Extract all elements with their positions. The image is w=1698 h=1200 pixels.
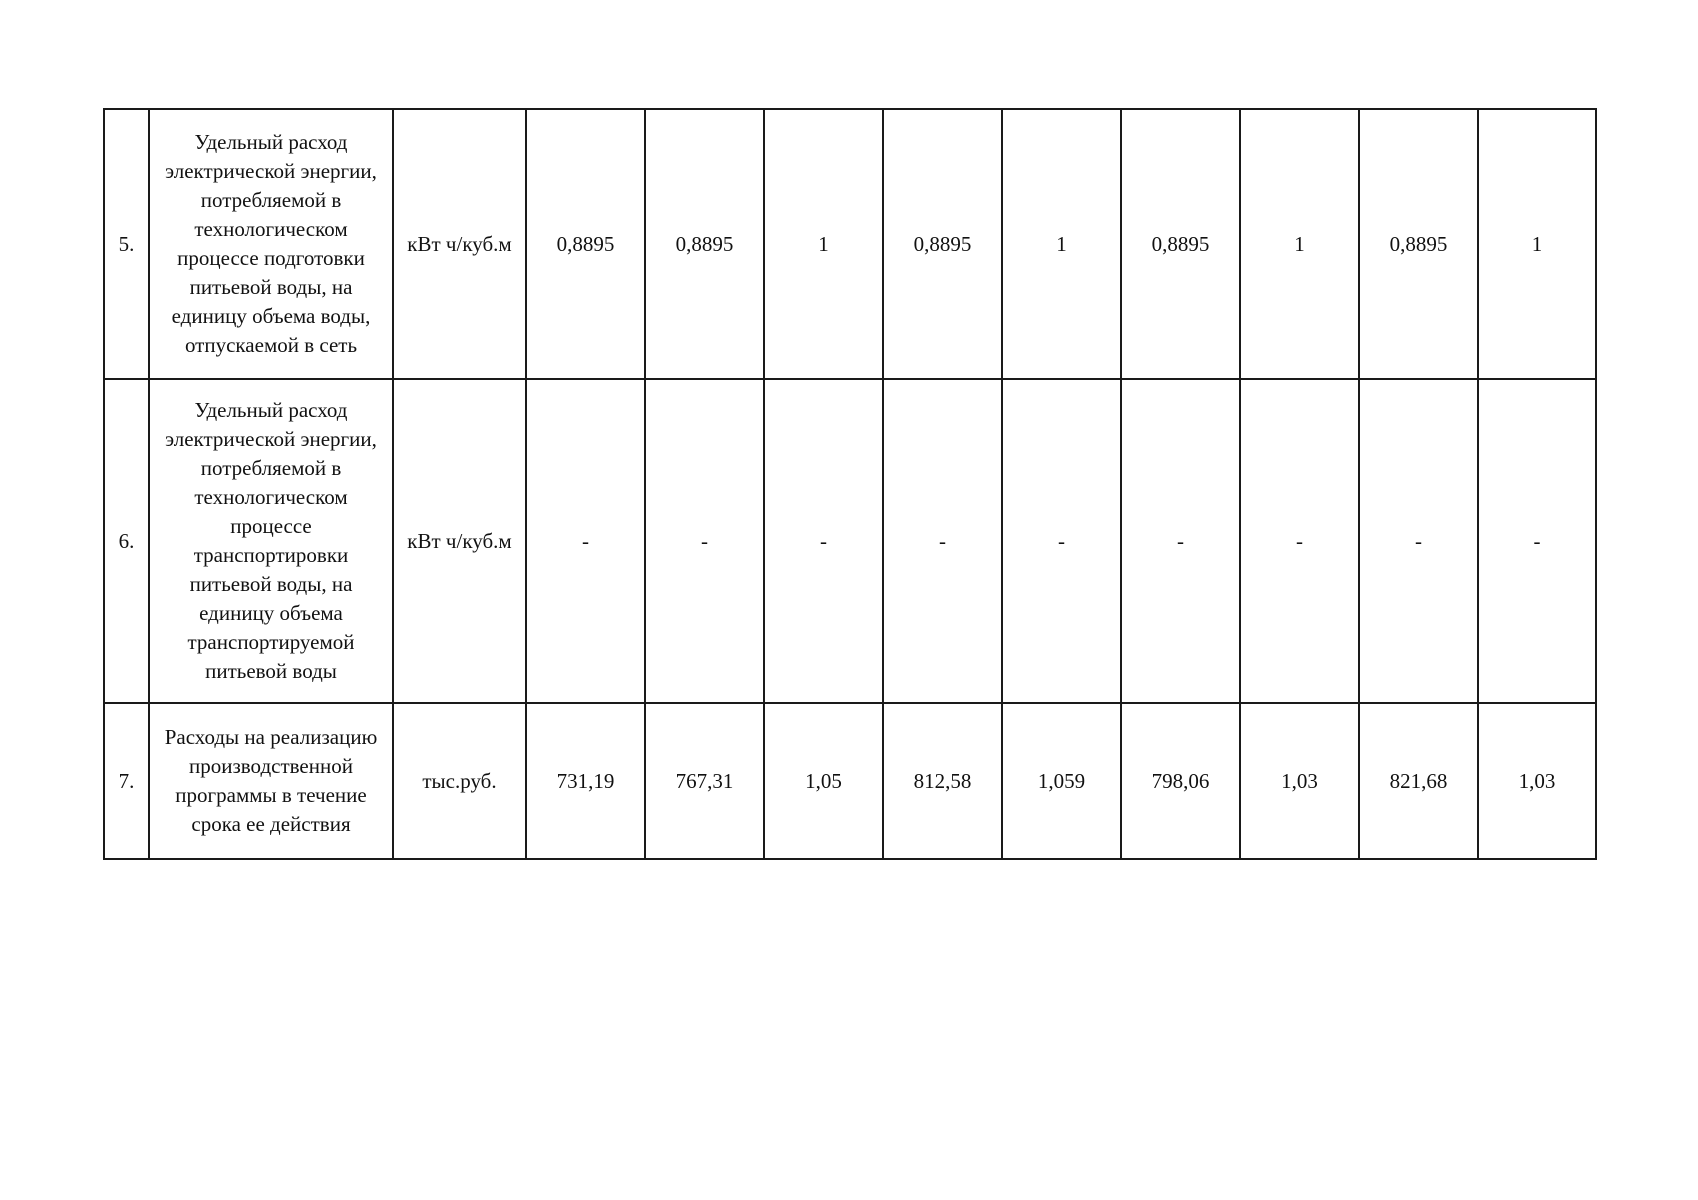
description-line: Удельный расход bbox=[194, 130, 348, 154]
description-line: программы в течение bbox=[175, 783, 367, 807]
table-row bbox=[104, 379, 1596, 703]
description-line: потребляемой в bbox=[200, 456, 342, 480]
description-line: технологическом bbox=[194, 485, 348, 509]
value-cell: 1 bbox=[1478, 109, 1596, 379]
description-line: Расходы на реализацию bbox=[164, 725, 378, 749]
value-cell: 0,8895 bbox=[883, 109, 1002, 379]
unit-cell: кВт ч/куб.м bbox=[393, 109, 526, 379]
value-cell: 767,31 bbox=[645, 703, 764, 859]
value-cell: - bbox=[526, 379, 645, 703]
value-cell: 1 bbox=[1002, 109, 1121, 379]
row-number: 6. bbox=[104, 379, 149, 703]
indicators-table bbox=[103, 108, 1597, 860]
value-cell: 1 bbox=[764, 109, 883, 379]
unit-cell: тыс.руб. bbox=[393, 703, 526, 859]
value-cell: 1 bbox=[1240, 109, 1359, 379]
value-cell: 821,68 bbox=[1359, 703, 1478, 859]
value-cell: - bbox=[1121, 379, 1240, 703]
unit-cell: кВт ч/куб.м bbox=[393, 379, 526, 703]
description-line: питьевой воды bbox=[205, 659, 337, 683]
value-cell: - bbox=[883, 379, 1002, 703]
indicator-description bbox=[149, 109, 393, 379]
value-cell: 0,8895 bbox=[645, 109, 764, 379]
description-line: единицу объема воды, bbox=[171, 304, 371, 328]
table-body bbox=[104, 109, 1596, 859]
description-line: единицу объема bbox=[199, 601, 343, 625]
value-cell: 0,8895 bbox=[1359, 109, 1478, 379]
value-cell: 812,58 bbox=[883, 703, 1002, 859]
row-number: 7. bbox=[104, 703, 149, 859]
value-cell: 0,8895 bbox=[1121, 109, 1240, 379]
description-line: срока ее действия bbox=[191, 812, 351, 836]
value-cell: 1,05 bbox=[764, 703, 883, 859]
value-cell: - bbox=[764, 379, 883, 703]
value-cell: - bbox=[1002, 379, 1121, 703]
description-line: транспортировки bbox=[193, 543, 349, 567]
row-number: 5. bbox=[104, 109, 149, 379]
description-line: производственной bbox=[189, 754, 353, 778]
value-cell: - bbox=[1240, 379, 1359, 703]
value-cell: - bbox=[1478, 379, 1596, 703]
value-cell: 798,06 bbox=[1121, 703, 1240, 859]
indicator-description bbox=[149, 703, 393, 859]
value-cell: 1,03 bbox=[1478, 703, 1596, 859]
value-cell: 0,8895 bbox=[526, 109, 645, 379]
description-line: технологическом bbox=[194, 217, 348, 241]
value-cell: 1,03 bbox=[1240, 703, 1359, 859]
value-cell: 1,059 bbox=[1002, 703, 1121, 859]
description-line: питьевой воды, на bbox=[189, 572, 353, 596]
description-line: Удельный расход bbox=[194, 398, 348, 422]
description-line: электрической энергии, bbox=[165, 159, 377, 183]
description-line: процессе bbox=[230, 514, 312, 538]
value-cell: - bbox=[1359, 379, 1478, 703]
indicator-description bbox=[149, 379, 393, 703]
description-line: отпускаемой в сеть bbox=[184, 333, 358, 357]
value-cell: 731,19 bbox=[526, 703, 645, 859]
description-line: потребляемой в bbox=[200, 188, 342, 212]
description-line: электрической энергии, bbox=[165, 427, 377, 451]
description-line: транспортируемой bbox=[187, 630, 355, 654]
description-line: процессе подготовки bbox=[177, 246, 365, 270]
table-row bbox=[104, 703, 1596, 859]
description-line: питьевой воды, на bbox=[189, 275, 353, 299]
table-row bbox=[104, 109, 1596, 379]
value-cell: - bbox=[645, 379, 764, 703]
